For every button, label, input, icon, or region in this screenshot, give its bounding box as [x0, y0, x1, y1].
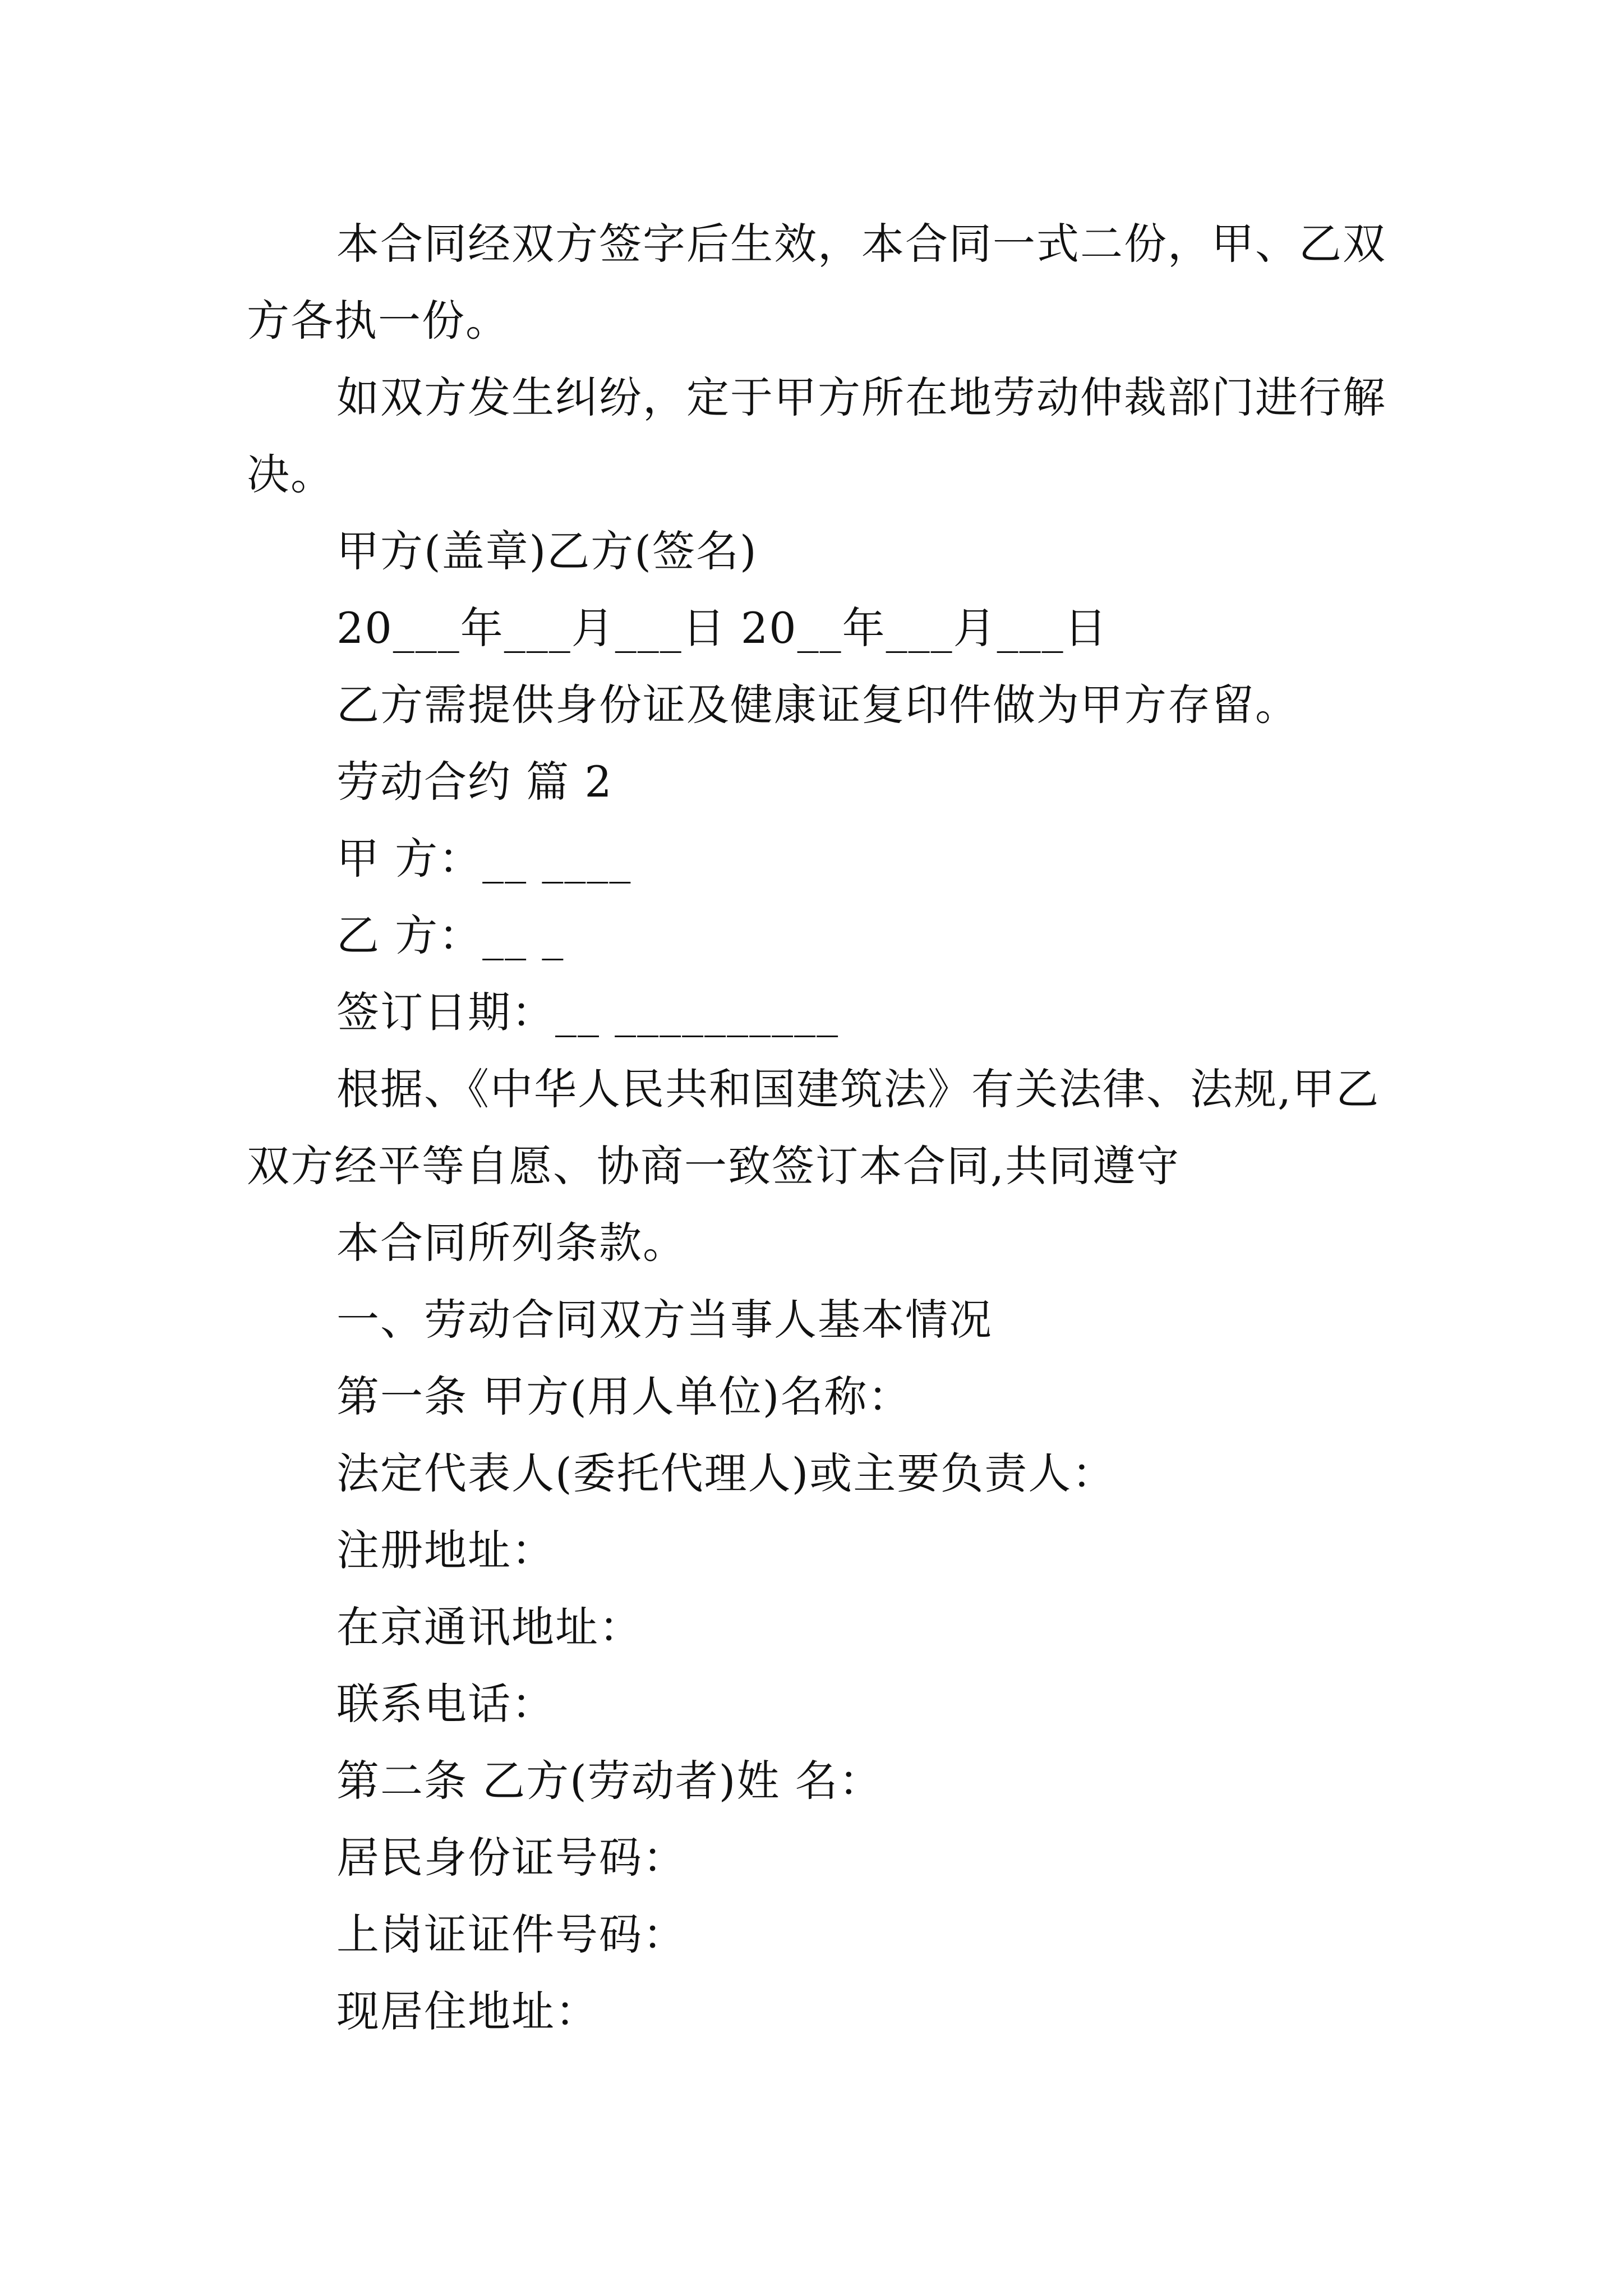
party-b-field: 乙 方：__ _ — [336, 910, 565, 960]
field-label: 居民身份证号码： — [336, 1833, 686, 1883]
section-heading: 劳动合约 篇 2 — [336, 757, 613, 807]
clause-line: 第一条 甲方(用人单位)名称： — [336, 1372, 912, 1421]
field-label: 法定代表人(委托代理人)或主要负责人： — [336, 1448, 1116, 1498]
paragraph-line: 本合同经双方签字后生效，本合同一式二份，甲、乙双 — [336, 219, 1386, 269]
field-label: 现居住地址： — [336, 1986, 599, 2036]
field-label: 联系电话： — [336, 1679, 555, 1729]
field-label: 在京通讯地址： — [336, 1602, 643, 1652]
field-label: 上岗证证件号码： — [336, 1910, 686, 1959]
paragraph-line: 根据、《中华人民共和国建筑法》有关法律、法规,甲乙 — [336, 1064, 1380, 1114]
field-label: 注册地址： — [336, 1525, 555, 1575]
date-line: 20___年___月___日 20__年___月___日 — [336, 603, 1108, 653]
paragraph-line: 如双方发生纠纷，定于甲方所在地劳动仲裁部门进行解 — [336, 372, 1386, 422]
clause-line: 第二条 乙方(劳动者)姓 名： — [336, 1756, 883, 1806]
sign-date-field: 签订日期：__ __________ — [336, 987, 840, 1037]
section-heading: 一、劳动合同双方当事人基本情况 — [336, 1295, 993, 1345]
signature-line: 甲方(盖章)乙方(签名) — [336, 526, 758, 576]
party-a-field: 甲 方：__ ____ — [336, 834, 632, 884]
paragraph-line: 决。 — [247, 449, 334, 499]
paragraph-line: 方各执一份。 — [247, 296, 509, 346]
paragraph-line: 本合同所列条款。 — [336, 1218, 686, 1268]
paragraph-line: 双方经平等自愿、协商一致签订本合同,共同遵守 — [247, 1141, 1181, 1191]
paragraph-line: 乙方需提供身份证及健康证复印件做为甲方存留。 — [336, 680, 1299, 730]
